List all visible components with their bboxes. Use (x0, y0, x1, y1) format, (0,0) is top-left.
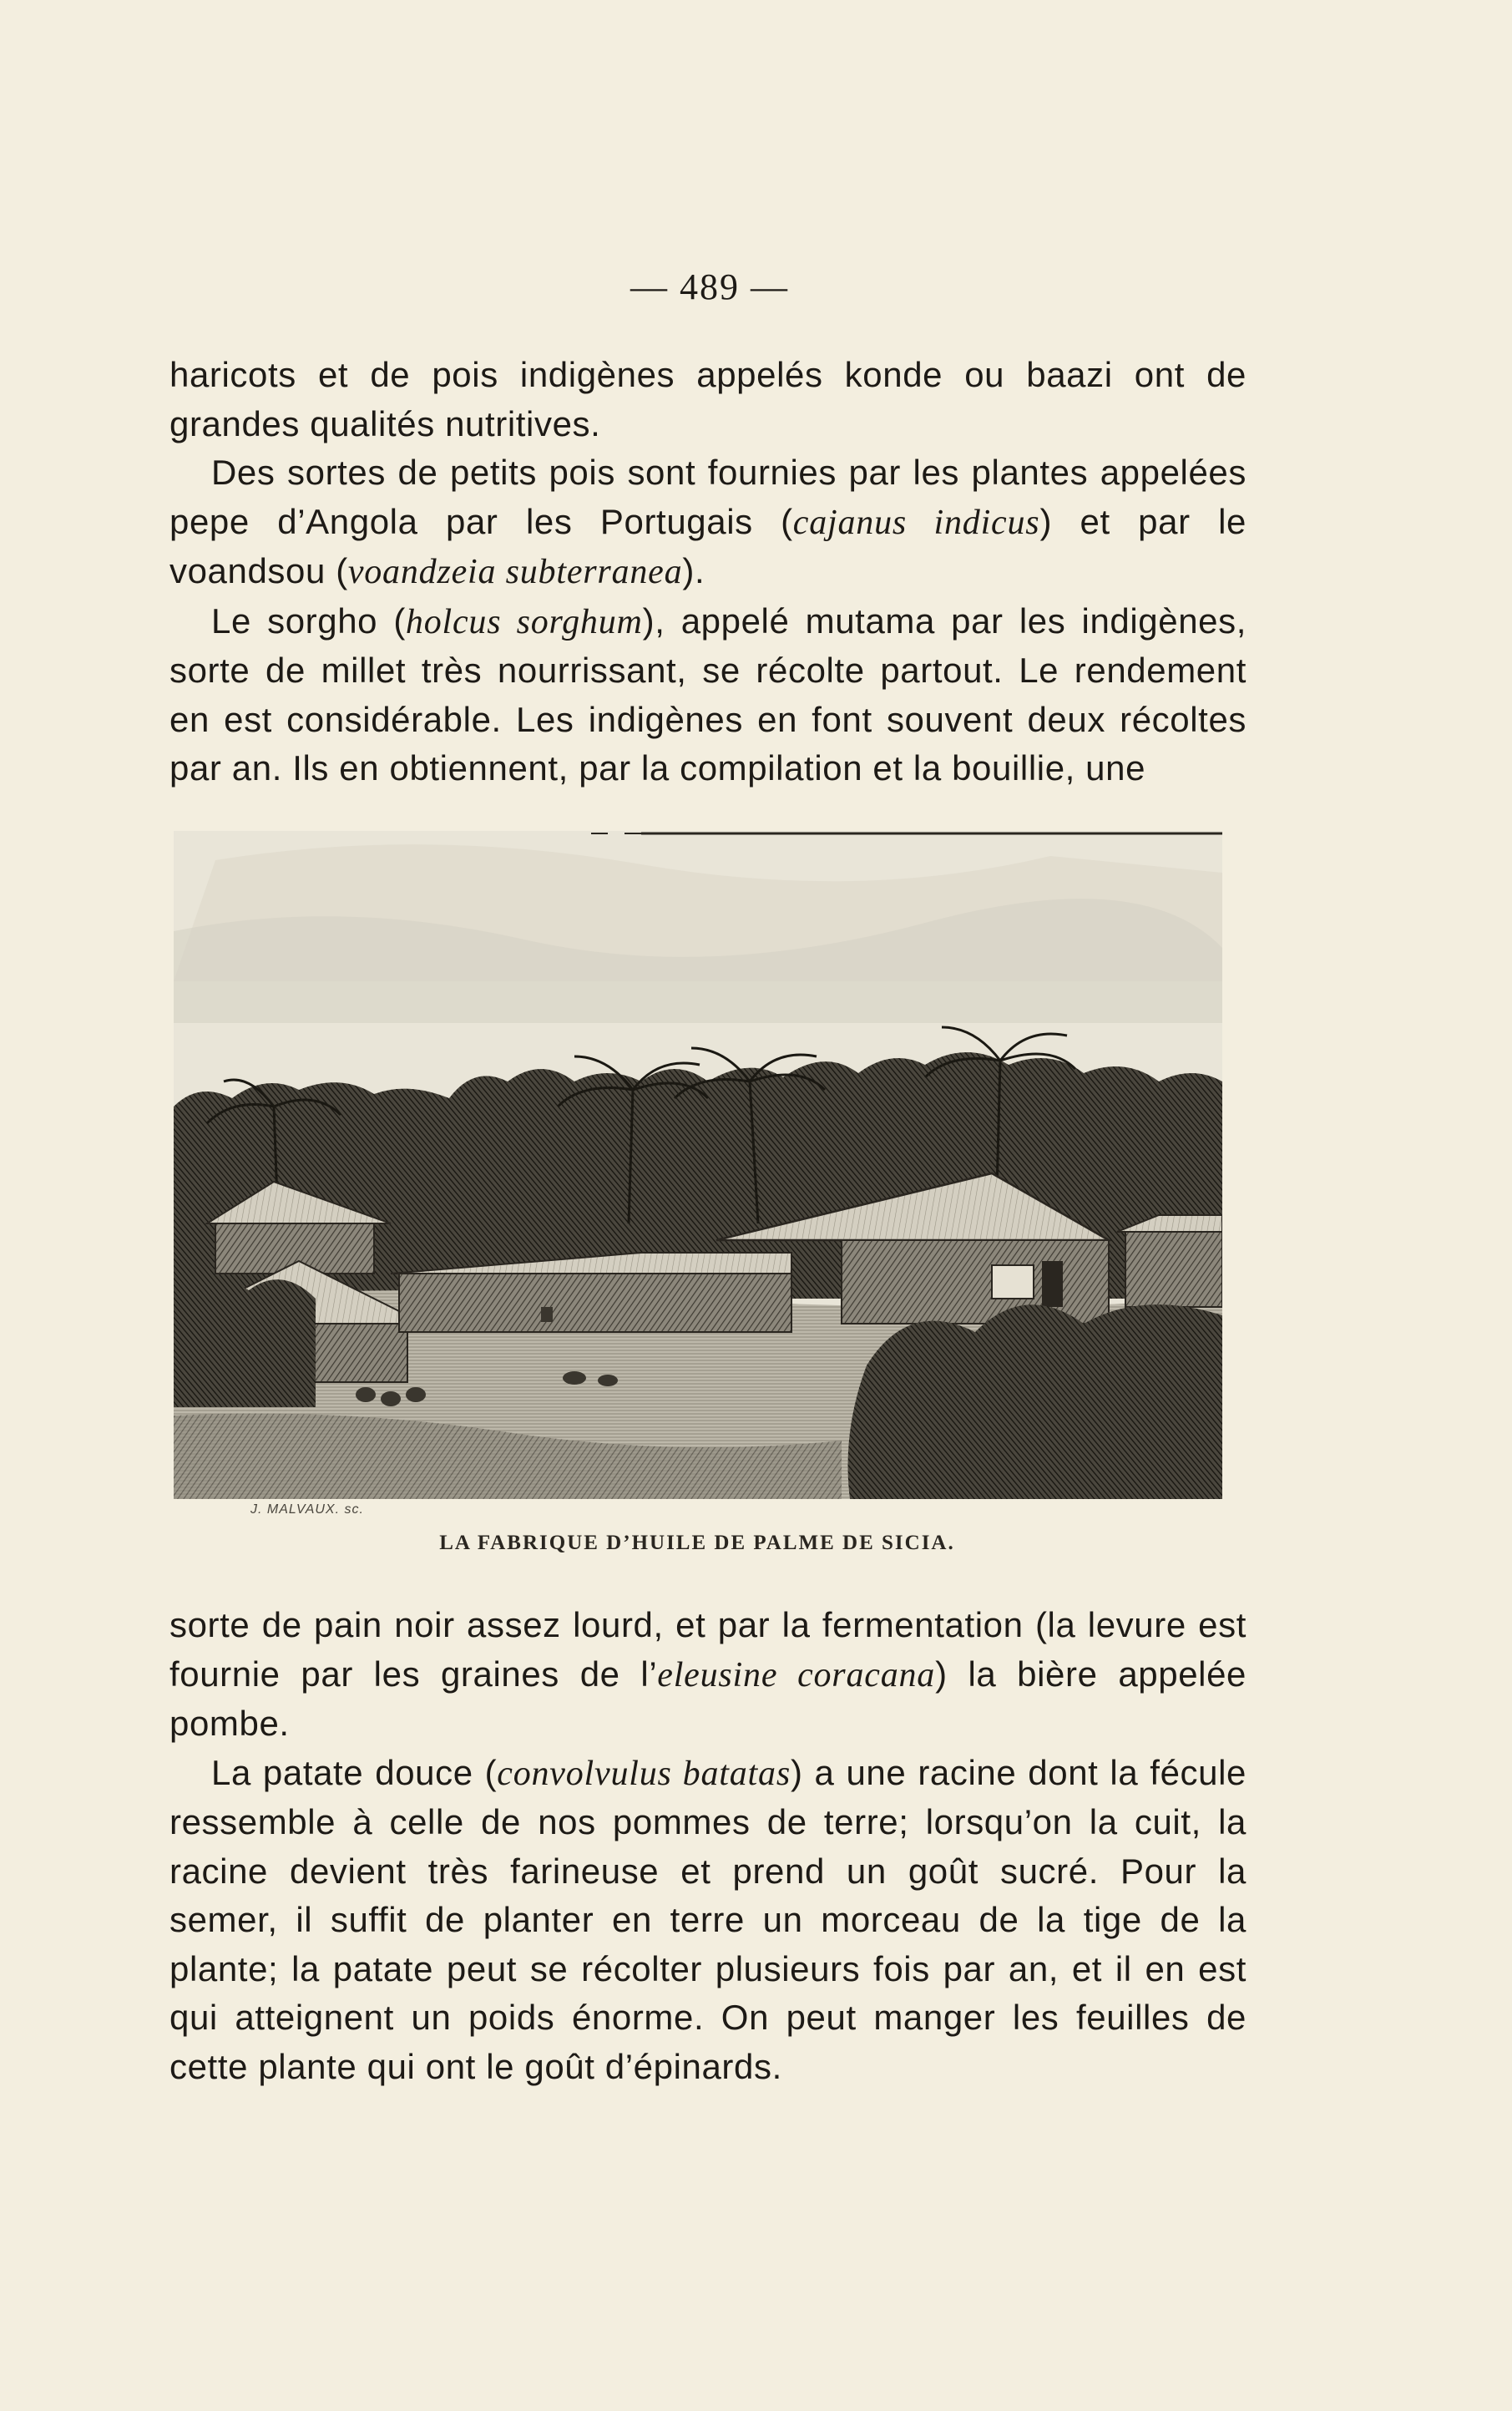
page-number: — 489 — (630, 266, 789, 307)
paragraph-text: haricots et de pois indigènes appelés konde ou baazi ont de grandes qualités nutritives. (169, 355, 1247, 443)
text-block-top (169, 351, 1247, 793)
species-name: voandzeia subterranea (347, 553, 683, 591)
paragraph (169, 1601, 1247, 1749)
paragraph-text: ) et par le voandsou ( (169, 501, 1247, 590)
paragraph-text: Le sorgho ( (211, 600, 406, 641)
palm-oil-factory-engraving (174, 831, 1222, 1499)
paragraph-text: sorte de pain noir assez lourd, et par la fermentation (la levure est fournie par les graines de l’ (169, 1605, 1247, 1694)
paragraph (169, 351, 1247, 448)
species-name: eleusine coracana (657, 1655, 936, 1694)
paragraph (169, 597, 1247, 793)
paragraph-text: ) a une racine dont la fécule ressemble à celle de nos pommes de terre; lorsqu’on la cuit, la racine devient très farineuse et prend un goût sucré. Pour la semer, il suffit de planter en terre un morceau de la tige de la plante; la patate peut se récolter plusieurs fois par an, et il en est qui atteignent un poids énorme. On peut manger les feuilles de cette plante qui ont le goût d’épinards. (169, 1752, 1247, 2086)
paragraph-text: ) la bière appelée pombe. (169, 1654, 1247, 1743)
paragraph-text: La patate douce ( (211, 1752, 498, 1792)
paragraph-text: ). (682, 551, 705, 590)
paragraph-text: ), appelé mutama par les indigènes, sorte de millet très nourrissant, se récolte partout. Le rendement en est considérable. Les indigènes en font souvent deux récoltes par an. Ils en obtiennent, par la compilation et la bouillie, une (169, 600, 1247, 788)
species-name: convolvulus batatas (497, 1754, 791, 1793)
engraver-signature: J. MALVAUX. sc. (250, 1502, 364, 1517)
paragraph (169, 1749, 1247, 2092)
species-name: holcus sorghum (405, 602, 643, 641)
species-name: cajanus indicus (792, 503, 1040, 542)
engraving-illustration (174, 831, 1222, 1499)
text-block-bottom (169, 1601, 1247, 2091)
paragraph-text: Des sortes de petits pois sont fournies par les plantes appelées pepe d’Angola par les Portugais ( (169, 453, 1247, 541)
paragraph (169, 448, 1247, 597)
figure-caption: LA FABRIQUE D’HUILE DE PALME DE SICIA. (439, 1532, 955, 1554)
